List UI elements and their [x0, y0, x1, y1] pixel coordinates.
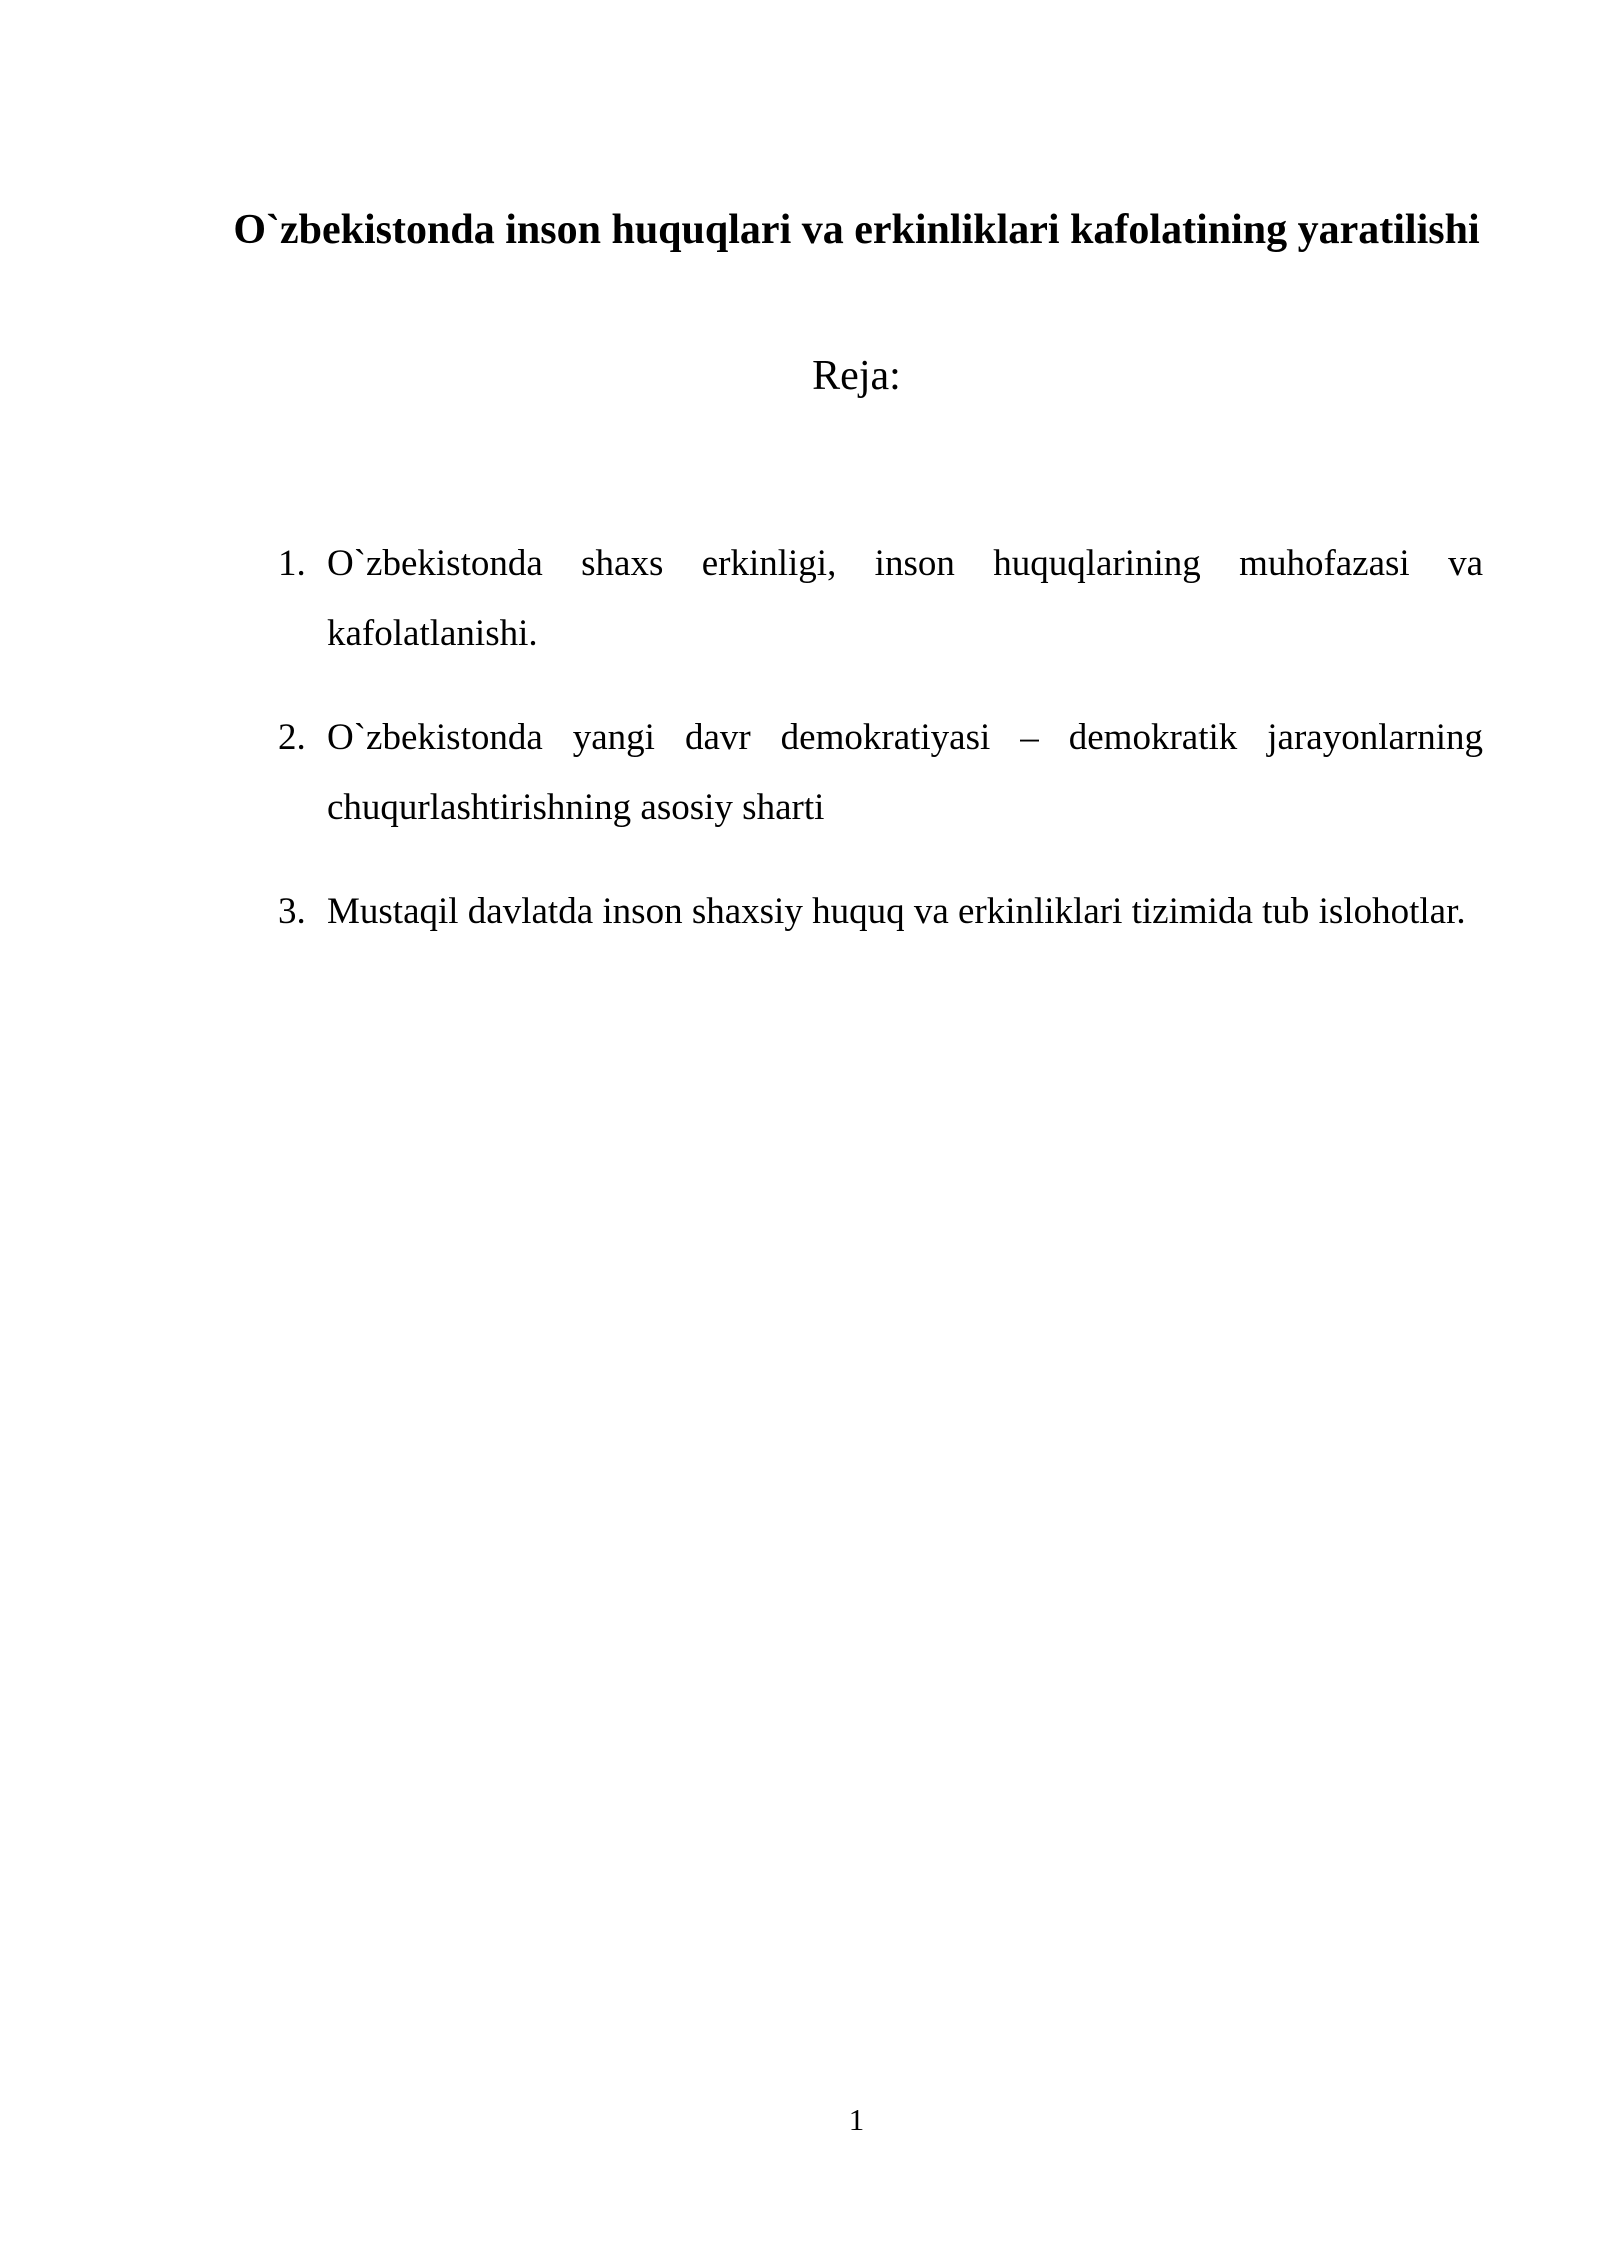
list-item [230, 877, 1483, 947]
list-item-text: Mustaqil davlatda inson shaxsiy huquq va erkinliklari tizimida tub islohotlar. [327, 891, 1466, 932]
list-item [230, 529, 1483, 669]
plan-heading: Reja: [812, 353, 901, 399]
list-item-number: 3. [278, 891, 306, 932]
document-content [230, 0, 1483, 947]
list-item-text: O`zbekistonda shaxs erkinligi, inson huquqlarining muhofazasi va kafolatlanishi. [327, 543, 1483, 654]
list-item-text: O`zbekistonda yangi davr demokratiyasi – demokratik jarayonlarning chuqurlashtirishning asosiy sharti [327, 717, 1483, 828]
list-item [230, 703, 1483, 843]
page-number: 1 [848, 2102, 865, 2137]
list-item-number: 1. [278, 543, 306, 584]
plan-list [230, 529, 1483, 947]
page-title: O`zbekistonda inson huquqlari va erkinliklari kafolatining yaratilishi [233, 207, 1480, 253]
list-item-number: 2. [278, 717, 306, 758]
